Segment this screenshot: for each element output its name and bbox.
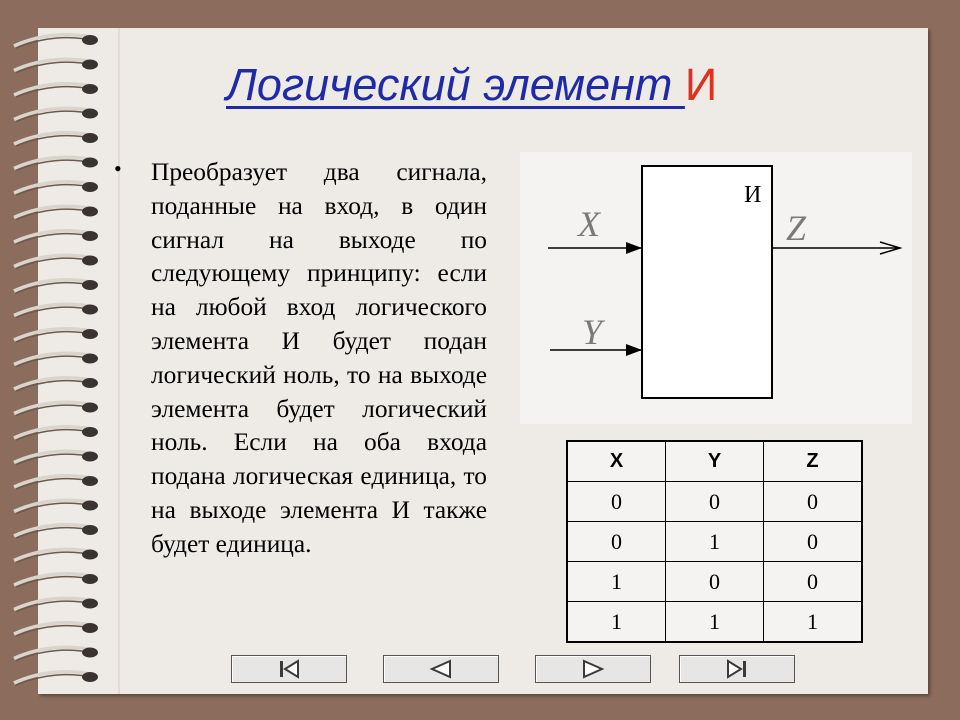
spiral-coil (14, 525, 98, 538)
spiral-binding (0, 0, 120, 720)
description-text: Преобразует два сигнала, поданные на вход, в один сигнал на выходе по следующему принципу: если на любой вход логического элемента И будет подан логический ноль, то на выходе элемента будет логический ноль. Если на оба входа подана логическая единица, то на выходе элемента И также будет единица. (151, 158, 487, 558)
spiral-coil (14, 427, 98, 440)
table-header-row (567, 441, 862, 482)
last-slide-icon (680, 656, 794, 682)
table-cell: 0 (567, 482, 666, 522)
column-header-x: X (567, 441, 666, 482)
input-y-arrow-icon (626, 344, 642, 356)
spiral-coil (14, 133, 98, 146)
table-cell: 0 (764, 482, 863, 522)
table-cell: 0 (666, 482, 764, 522)
spiral-coil (14, 304, 98, 317)
spiral-coil (14, 108, 98, 121)
spiral-coil (14, 35, 98, 48)
input-x-label: X (578, 204, 600, 244)
table-cell: 1 (666, 602, 764, 643)
spiral-coil (14, 231, 98, 244)
table-cell: 0 (764, 562, 863, 602)
table-cell: 1 (567, 562, 666, 602)
truth-table (566, 440, 863, 643)
input-x-arrow-icon (626, 242, 642, 254)
table-cell: 0 (764, 522, 863, 562)
spiral-coil (14, 59, 98, 72)
spiral-coil (14, 329, 98, 342)
table-row (567, 522, 862, 562)
spiral-coil (14, 206, 98, 219)
spiral-coil (14, 157, 98, 170)
spiral-coil (14, 476, 98, 489)
spiral-coil (14, 353, 98, 366)
input-y-label: Y (582, 312, 603, 352)
spiral-coil (14, 280, 98, 293)
title-link[interactable]: Логический элемент (226, 59, 685, 110)
next-slide-button[interactable] (535, 655, 651, 683)
spiral-coil (14, 84, 98, 97)
table-row (567, 602, 862, 643)
spiral-coil (14, 378, 98, 391)
column-header-z: Z (764, 441, 863, 482)
spiral-coil (14, 402, 98, 415)
first-slide-button[interactable] (231, 655, 347, 683)
spiral-coil (14, 623, 98, 636)
gate-label: И (744, 182, 762, 208)
slide-title (226, 58, 717, 112)
output-z-label: Z (786, 208, 807, 248)
table-cell: 1 (764, 602, 863, 643)
column-header-y: Y (666, 441, 764, 482)
spiral-coil (14, 182, 98, 195)
spiral-coil (14, 500, 98, 513)
title-accent: И (684, 59, 718, 110)
table-cell: 1 (567, 602, 666, 643)
table-cell: 0 (567, 522, 666, 562)
spiral-coil (14, 451, 98, 464)
last-slide-button[interactable] (679, 655, 795, 683)
spiral-coil (14, 647, 98, 660)
spiral-coil (14, 672, 98, 685)
table-row (567, 562, 862, 602)
table-row (567, 482, 862, 522)
next-slide-icon (536, 656, 650, 682)
spiral-coil (14, 255, 98, 268)
table-cell: 0 (666, 562, 764, 602)
previous-slide-button[interactable] (383, 655, 499, 683)
first-slide-icon (232, 656, 346, 682)
spiral-coil (14, 574, 98, 587)
table-cell: 1 (666, 522, 764, 562)
previous-slide-icon (384, 656, 498, 682)
spiral-coil (14, 598, 98, 611)
spiral-coil (14, 549, 98, 562)
and-gate-diagram (520, 152, 912, 424)
bullet-icon: • (114, 156, 122, 181)
